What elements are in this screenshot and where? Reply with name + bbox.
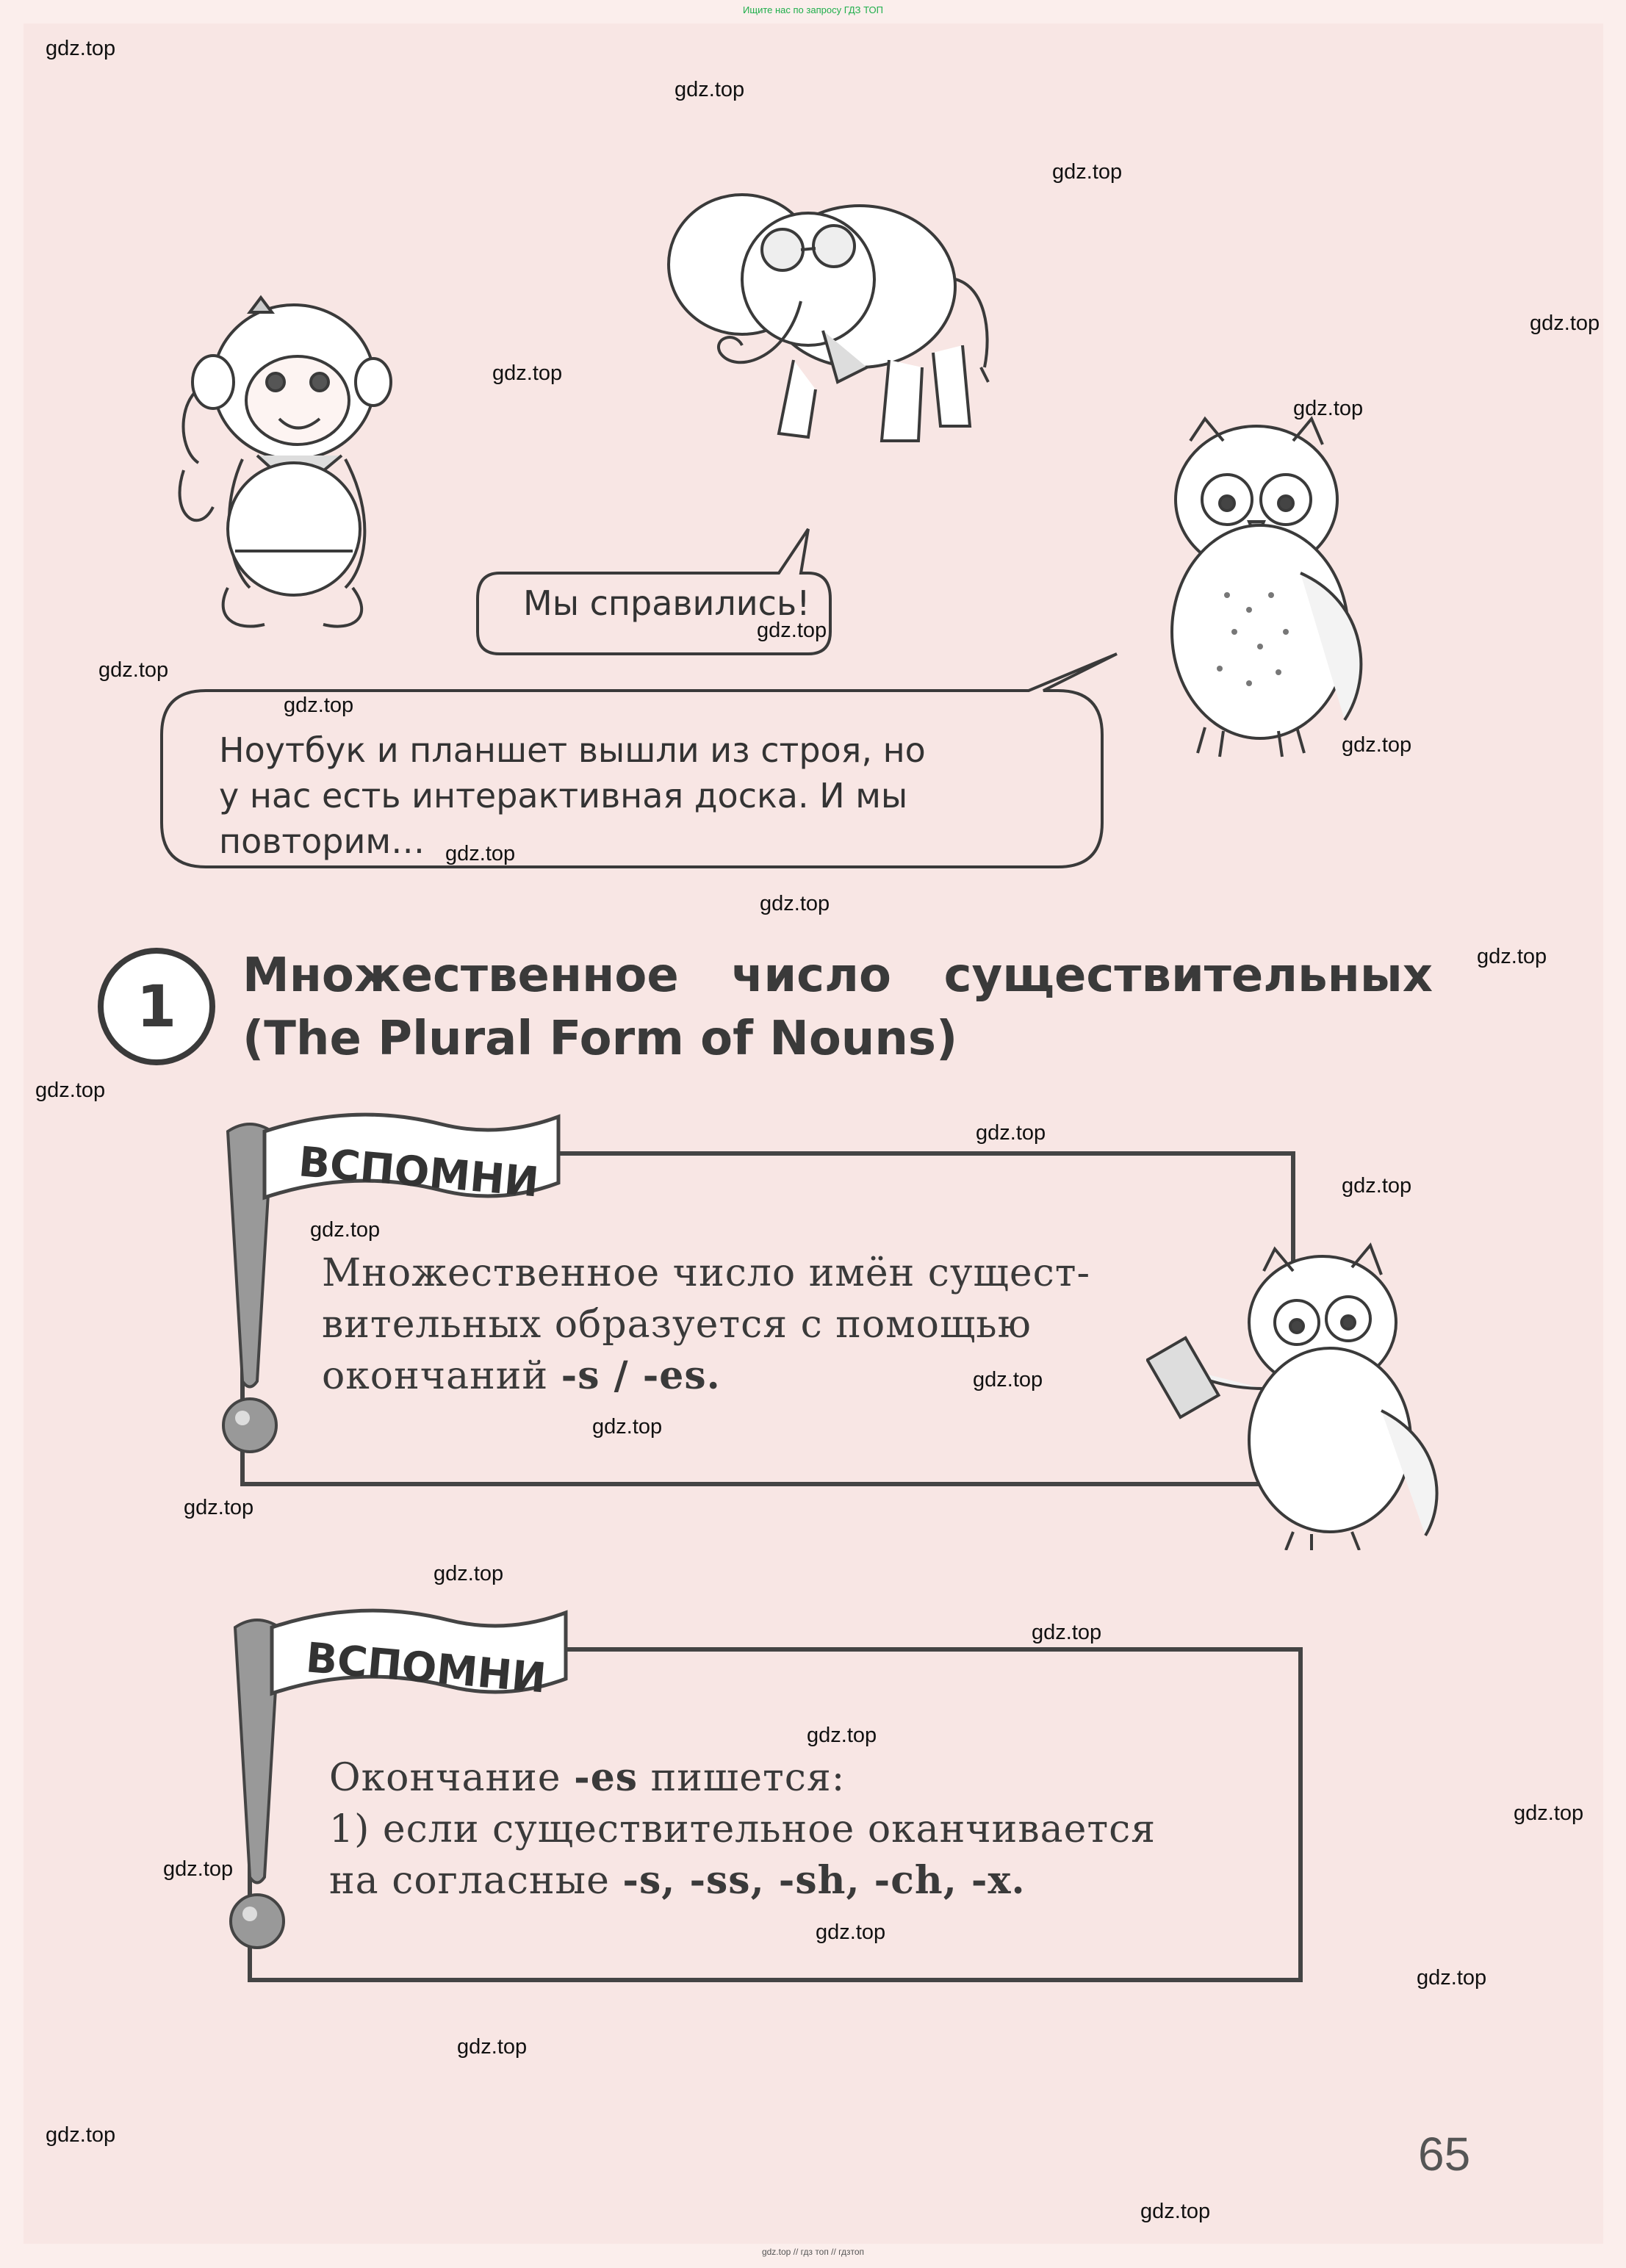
watermark: gdz.top <box>457 2035 528 2059</box>
rule1-text <box>322 1248 1233 1402</box>
watermark: gdz.top <box>807 1724 877 1747</box>
watermark: gdz.top <box>592 1415 663 1439</box>
rule2-ending: -es <box>574 1755 638 1800</box>
title-line-2: (The Plural Form of Nouns) <box>242 1012 958 1066</box>
title-word: существительных <box>943 948 1433 1003</box>
rule2-text <box>329 1752 1284 1907</box>
rule1-line3-prefix: окончаний <box>322 1354 561 1398</box>
rule1-line-3 <box>322 1350 1233 1402</box>
section-title <box>242 944 1433 1070</box>
flag-label: ВСПОМНИ <box>303 1634 548 1703</box>
watermark: gdz.top <box>1032 1621 1102 1644</box>
watermark: gdz.top <box>674 78 745 101</box>
long-bubble-line: у нас есть интерактивная доска. И мы <box>219 776 908 816</box>
flag-label: ВСПОМНИ <box>296 1138 541 1207</box>
page-number: 65 <box>1418 2128 1471 2181</box>
watermark: gdz.top <box>1342 1174 1412 1198</box>
watermark: gdz.top <box>46 37 116 60</box>
watermark: gdz.top <box>1514 1801 1584 1825</box>
watermark: gdz.top <box>973 1368 1043 1392</box>
watermark: gdz.top <box>35 1079 106 1102</box>
section-number: 1 <box>136 974 177 1040</box>
rule1-line: Множественное число имён сущест- <box>322 1251 1091 1295</box>
watermark: gdz.top <box>98 658 169 682</box>
rule2-line-1 <box>329 1752 1284 1804</box>
watermark: gdz.top <box>434 1562 504 1585</box>
watermark: gdz.top <box>184 1496 254 1519</box>
watermark: gdz.top <box>760 892 830 915</box>
owl-with-tablet-illustration <box>1146 1242 1469 1550</box>
watermark: gdz.top <box>1293 397 1364 420</box>
watermark: gdz.top <box>1477 945 1547 968</box>
rule2-line3-prefix: на согласные <box>329 1859 623 1903</box>
watermark: gdz.top <box>1140 2200 1211 2223</box>
watermark: gdz.top <box>1530 312 1600 335</box>
footer-banner: gdz.top // гдз топ // гдзтоп <box>761 2247 865 2257</box>
title-word: число <box>731 948 891 1003</box>
rule1-line: вительных образуется с помощью <box>322 1303 1032 1347</box>
long-bubble-line: Ноутбук и планшет вышли из строя, но <box>219 730 926 770</box>
watermark: gdz.top <box>1342 733 1412 757</box>
speech-bubbles <box>147 514 1146 926</box>
rule2-consonants: -s, -ss, -sh, -ch, -x. <box>622 1858 1026 1903</box>
rule2-line1-suffix: пишется: <box>638 1756 846 1800</box>
watermark: gdz.top <box>1417 1966 1487 1990</box>
rule2-line-2: 1) если существительное оканчивается <box>329 1807 1156 1851</box>
watermark: gdz.top <box>163 1857 234 1881</box>
watermark: gdz.top <box>46 2123 116 2147</box>
watermark: gdz.top <box>757 619 827 642</box>
rule2-line1-prefix: Окончание <box>329 1756 575 1800</box>
rule2-line-3 <box>329 1855 1284 1907</box>
section-number-badge <box>94 944 219 1069</box>
short-bubble-text: Мы справились! <box>523 583 810 623</box>
long-bubble-line: повторим… <box>219 821 425 861</box>
long-bubble-text <box>219 727 1086 864</box>
watermark: gdz.top <box>816 1920 886 1944</box>
watermark: gdz.top <box>310 1218 381 1242</box>
watermark: gdz.top <box>284 694 354 717</box>
watermark: gdz.top <box>445 842 516 865</box>
watermark: gdz.top <box>1052 160 1123 184</box>
watermark: gdz.top <box>976 1121 1046 1145</box>
title-word: Множественное <box>242 948 679 1003</box>
rule1-endings: -s / -es. <box>561 1353 721 1398</box>
header-banner: Ищите нас по запросу ГДЗ ТОП <box>743 4 883 15</box>
elephant-illustration <box>647 184 1014 492</box>
owl-illustration <box>1154 411 1389 764</box>
watermark: gdz.top <box>492 361 563 385</box>
